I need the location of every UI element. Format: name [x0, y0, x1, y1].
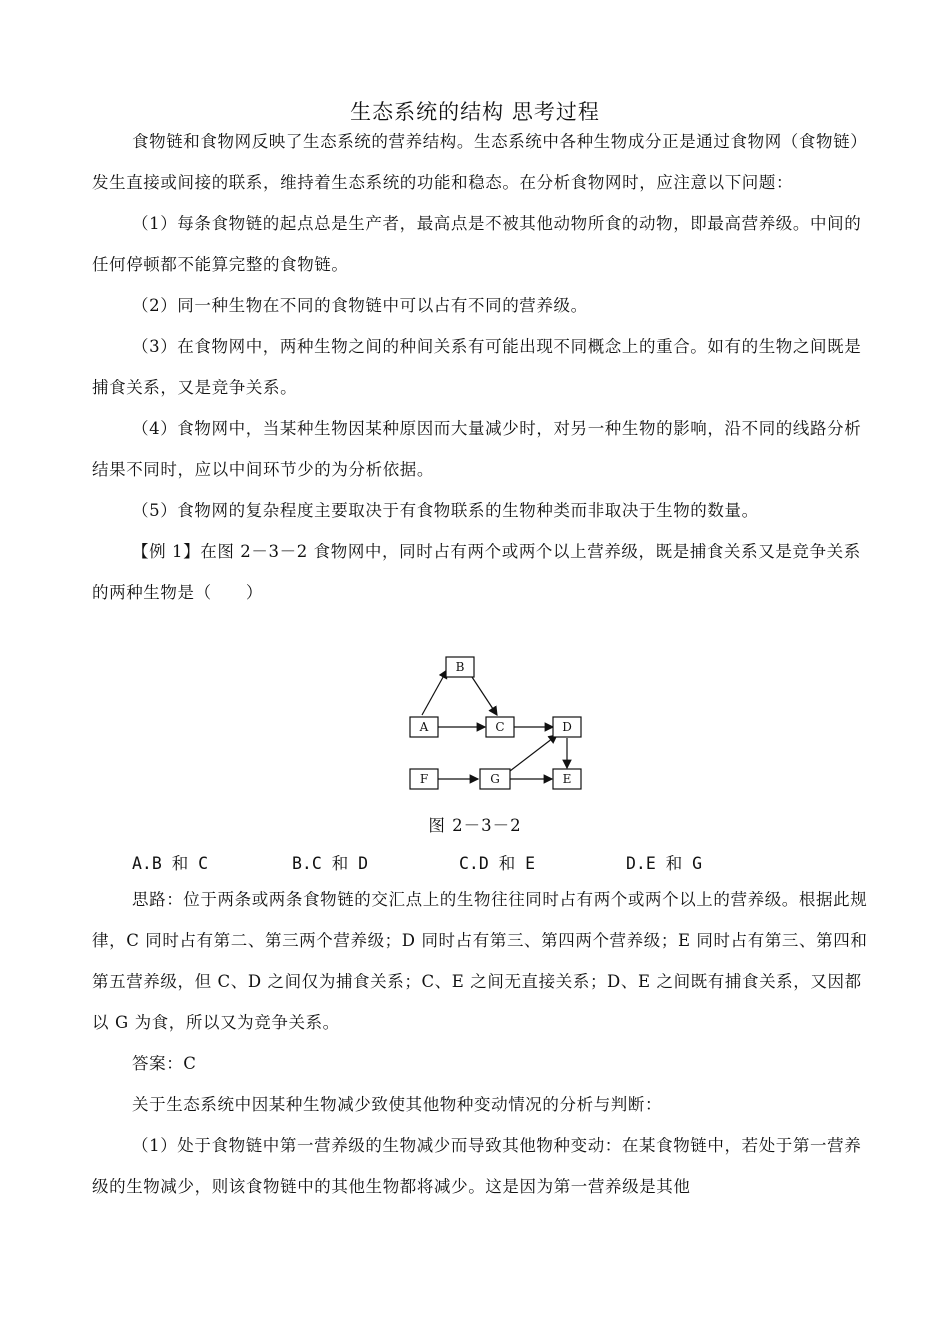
option-a: A.B 和 C: [132, 854, 209, 873]
point-3: （3）在食物网中，两种生物之间的种间关系有可能出现不同概念上的重合。如有的生物之间既是捕食关系，又是竞争关系。: [92, 337, 862, 397]
node-c-label: C: [495, 720, 505, 734]
point-5: （5）食物网的复杂程度主要取决于有食物联系的生物种类而非取决于生物的数量。: [132, 501, 759, 520]
point-4: （4）食物网中，当某种生物因某种原因而大量减少时，对另一种生物的影响，沿不同的线路分析结果不同时，应以中间环节少的为分析依据。: [92, 419, 862, 479]
reasoning-paragraph: 思路：位于两条或两条食物链的交汇点上的生物往往同时占有两个或两个以上的营养级。根据此规律，C 同时占有第二、第三两个营养级；D 同时占有第三、第四两个营养级；E 同时占有第三、第四和第五营养级，但 C、D 之间仅为捕食关系；C、E 之间无直接关系；D、E 之间既有捕食关系，又因都以 G 为食，所以又为竞争关系。: [92, 890, 868, 1032]
section2-intro: 关于生态系统中因某种生物减少致使其他物种变动情况的分析与判断：: [132, 1095, 663, 1114]
example-question: [92, 531, 872, 613]
body-section-2: [92, 879, 872, 1207]
intro-paragraph: 食物链和食物网反映了生态系统的营养结构。生态系统中各种生物成分正是通过食物网（食物链）发生直接或间接的联系，维持着生态系统的功能和稳态。在分析食物网时，应注意以下问题：: [92, 132, 868, 192]
answer-line: 答案：C: [132, 1054, 197, 1073]
node-b-label: B: [455, 660, 465, 674]
food-web-diagram: [400, 652, 600, 797]
node-d-label: D: [562, 720, 572, 734]
document-title: 生态系统的结构 思考过程: [350, 100, 600, 124]
figure-caption: 图 2－3－2: [428, 816, 522, 835]
option-d: D.E 和 G: [626, 854, 703, 873]
node-a-label: A: [419, 720, 429, 734]
option-b: B.C 和 D: [292, 854, 369, 873]
edge-b-c: [470, 674, 497, 715]
edge-a-b: [422, 670, 447, 715]
node-g-label: G: [490, 772, 500, 786]
body-section-1: [92, 121, 872, 613]
node-e-label: E: [562, 772, 572, 786]
node-f-label: F: [419, 772, 429, 786]
example-label: 【例 1】: [132, 542, 201, 561]
section2-point-1: （1）处于食物链中第一营养级的生物减少而导致其他物种变动：在某食物链中，若处于第一营养级的生物减少，则该食物链中的其他生物都将减少。这是因为第一营养级是其他: [92, 1136, 862, 1196]
edge-g-d: [510, 735, 557, 771]
example-question-text: 在图 2－3－2 食物网中，同时占有两个或两个以上营养级，既是捕食关系又是竞争关系的两种生物是（ ）: [92, 542, 861, 602]
point-1: （1）每条食物链的起点总是生产者，最高点是不被其他动物所食的动物，即最高营养级。中间的任何停顿都不能算完整的食物链。: [92, 214, 862, 274]
option-c: C.D 和 E: [459, 854, 536, 873]
point-2: （2）同一种生物在不同的食物链中可以占有不同的营养级。: [132, 296, 588, 315]
